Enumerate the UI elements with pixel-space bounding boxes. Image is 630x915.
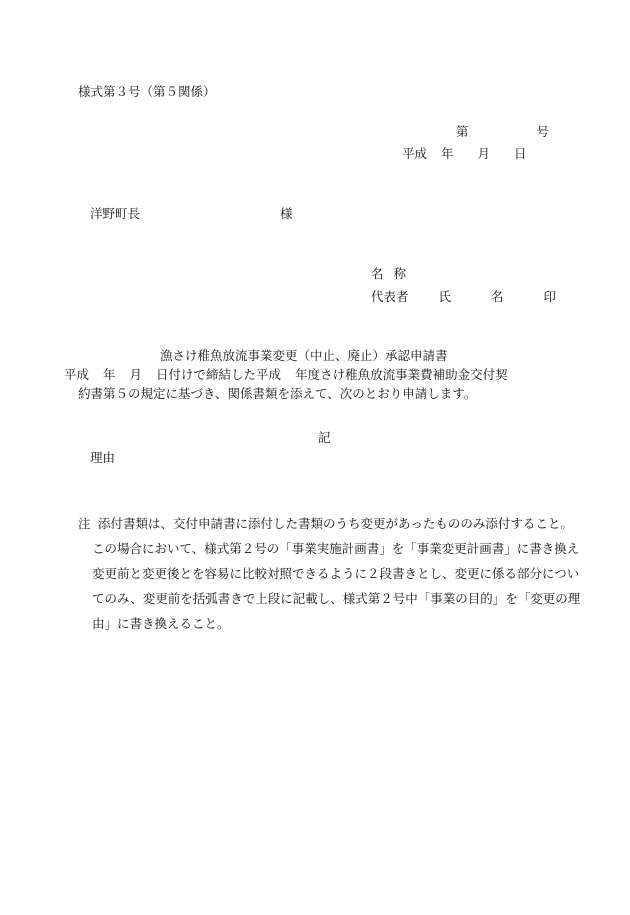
ki-heading: 記 [318, 430, 331, 445]
body-part-year: 年 [103, 367, 116, 382]
body-part-month: 月 [129, 367, 143, 382]
body-line-2: 約書第５の規定に基づき、関係書類を添えて、次のとおり申請します。 [78, 386, 477, 401]
date-month: 月 [477, 146, 491, 161]
note-line-4: 由」に書き換えること。 [92, 616, 230, 631]
surname-label: 氏 [438, 289, 452, 304]
note-line-3: てのみ、変更前を括弧書きで上段に記載し、様式第２号中「事業の目的」を「変更の理 [92, 591, 581, 606]
form-number: 様式第３号（第５関係） [78, 84, 216, 99]
representative-line [371, 291, 556, 304]
representative-label: 代表者 [371, 289, 409, 304]
date-line [402, 148, 527, 161]
given-name-label: 名 [491, 289, 504, 304]
name-label-char-1: 名 [371, 266, 384, 281]
doc-number-prefix: 第 [456, 124, 469, 139]
name-label-char-2: 称 [393, 266, 407, 281]
body-part-era: 平成 [64, 367, 90, 382]
doc-number-suffix: 号 [536, 124, 550, 139]
applicant-name-label [371, 268, 406, 281]
date-year: 年 [441, 146, 454, 161]
note-line-2: 変更前と変更後とを容易に比較対照できるように２段書きとし、変更に係る部分につい [92, 566, 580, 581]
document-number [456, 126, 549, 139]
body-part-day: 日付けで締結した平成 [156, 367, 282, 382]
note-line-0 [78, 518, 573, 531]
document-title: 漁さけ稚魚放流事業変更（中止、廃止）承認申請書 [160, 348, 448, 363]
note-line-1: この場合において、様式第２号の「事業実施計画書」を「事業変更計画書」に書き換え [92, 541, 580, 556]
seal-label: 印 [543, 289, 557, 304]
recipient-name: 洋野町長 [90, 206, 141, 221]
note-text-0: 添付書類は、交付申請書に添付した書類のうち変更があったもののみ添付すること。 [98, 516, 573, 531]
note-mark: 注 [78, 516, 91, 531]
recipient-honorific: 様 [280, 206, 293, 221]
body-line-1 [64, 369, 508, 382]
date-day: 日 [514, 146, 527, 161]
body-part-fiscal: 年度さけ稚魚放流事業費補助金交付契 [295, 367, 508, 382]
reason-label: 理由 [90, 450, 116, 465]
date-era: 平成 [402, 146, 428, 161]
